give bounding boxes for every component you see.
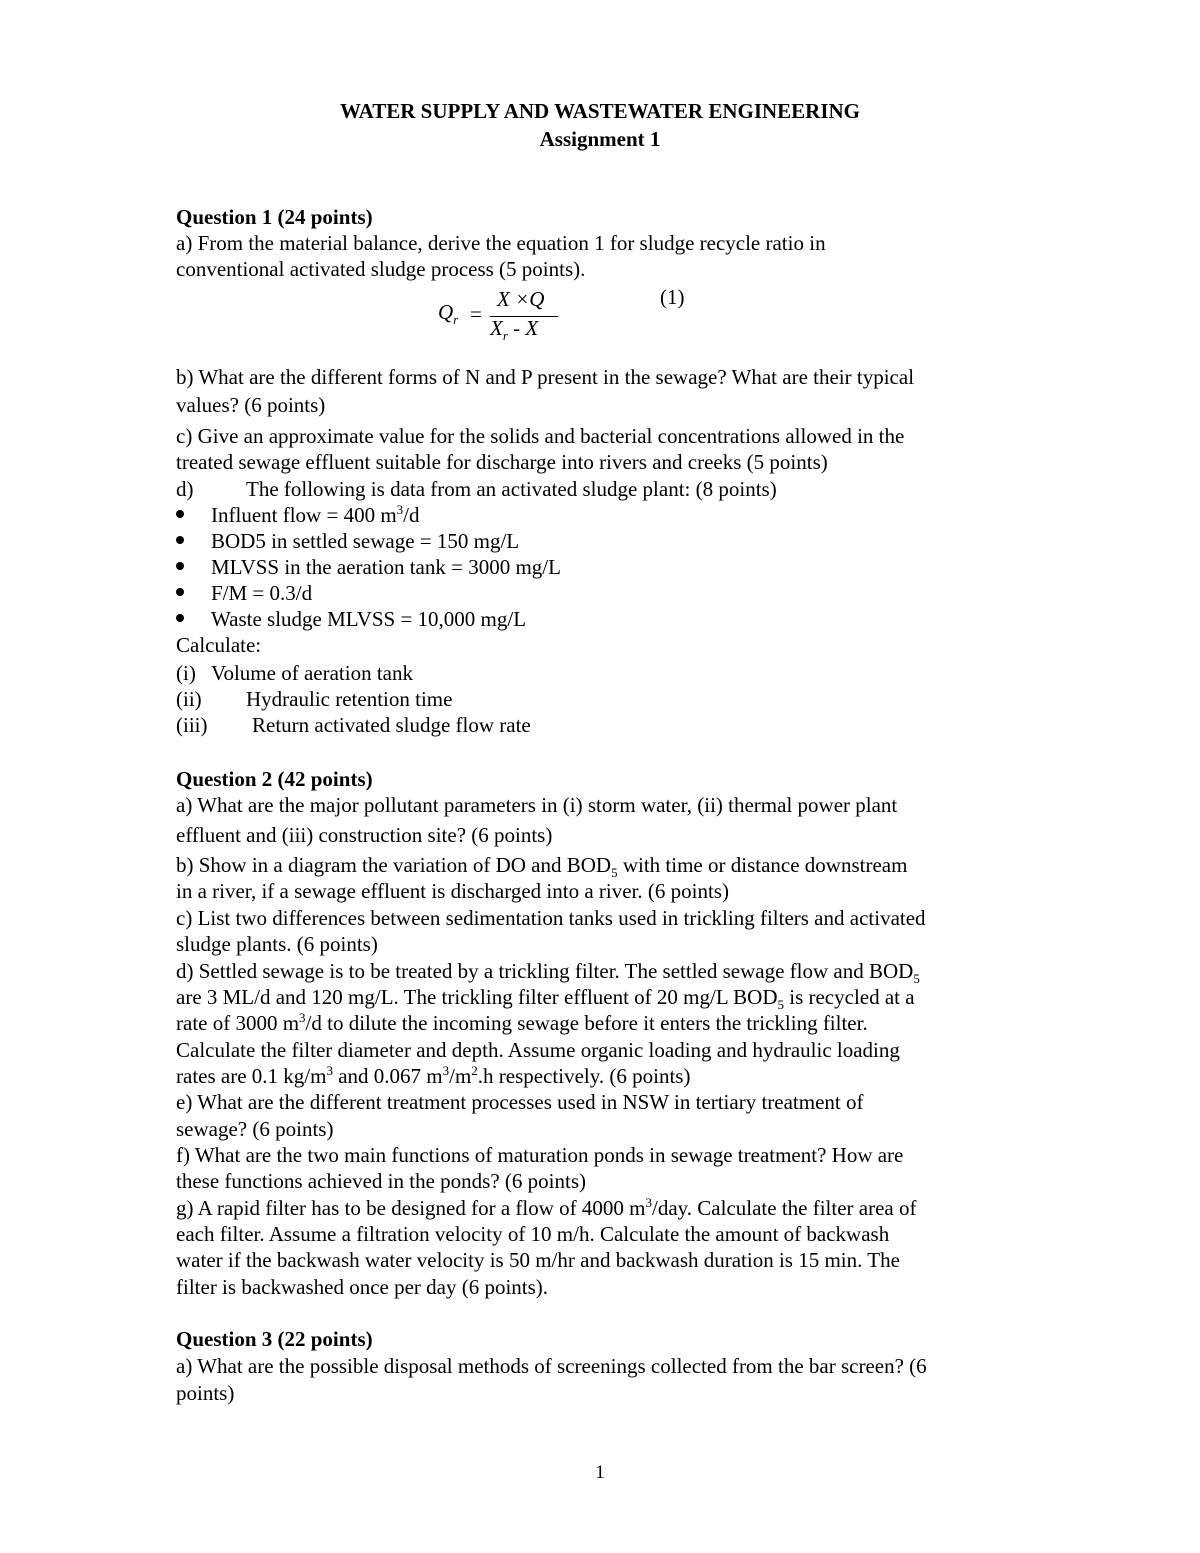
q2-c-line1: c) List two differences between sedimentation tanks used in trickling filters and activated [176, 906, 926, 930]
q2-d-line5: rates are 0.1 $kg/m^3$ and 0.067 $m^3/m^2.h$ respectively. (6 points) [176, 1063, 691, 1088]
q2-f-line2: these functions achieved in the ponds? (6 points) [176, 1169, 586, 1193]
calc-item-num: (ii) [176, 687, 202, 711]
q1-b-line1: b) What are the different forms of N and P present in the sewage? What are their typical [176, 365, 915, 389]
calc-item-text: Return activated sludge flow rate [252, 713, 531, 737]
q3-a-line1: a) What are the possible disposal methods of screenings collected from the bar screen? (6 [176, 1354, 927, 1378]
calc-item-text: Hydraulic retention time [246, 687, 453, 711]
calc-item-num: (iii) [176, 713, 208, 737]
q1-a-line2: conventional activated sludge process (5 points). [176, 257, 586, 281]
equation-lhs: $Q_r$ [438, 300, 459, 328]
list-item: MLVSS in the aeration tank = 3000 mg/L [211, 555, 561, 579]
q1-heading: Question 1 (24 points) [176, 205, 373, 229]
q1-d-text: The following is data from an activated sludge plant: (8 points) [246, 477, 777, 501]
q2-g-line3: water if the backwash water velocity is 50 m/hr and backwash duration is 15 min. The [176, 1248, 900, 1272]
equation-number: (1) [660, 285, 685, 309]
q2-e-line2: sewage? (6 points) [176, 1117, 334, 1141]
q2-a-line2: effluent and (iii) construction site? (6 points) [176, 823, 553, 847]
q3-heading: Question 3 (22 points) [176, 1327, 373, 1351]
bullet-dot [176, 588, 184, 596]
q2-f-line1: f) What are the two main functions of maturation ponds in sewage treatment? How are [176, 1143, 904, 1167]
q1-b-line2: values? (6 points) [176, 393, 326, 417]
list-item: Influent flow = 400 $m^3/d$ [211, 502, 420, 527]
page-number: 1 [595, 1462, 605, 1483]
document-title: WATER SUPPLY AND WASTEWATER ENGINEERING [339, 99, 861, 123]
bullet-dot [176, 510, 184, 518]
q2-g-line4: filter is backwashed once per day (6 points). [176, 1275, 549, 1299]
q1-c-line1: c) Give an approximate value for the solids and bacterial concentrations allowed in the [176, 424, 905, 448]
equation-numerator: X ×Q [497, 287, 545, 311]
q2-g-line1: g) A rapid filter has to be designed for a flow of 4000 $m^3$/day. Calculate the filter area of [176, 1195, 917, 1220]
bullet-dot [176, 562, 184, 570]
q1-calculate: Calculate: [176, 633, 262, 657]
bullet-dot [176, 614, 184, 622]
q2-d-line3: rate of 3000 $m^3/d$ to dilute the incoming sewage before it enters the trickling filter. [176, 1010, 868, 1035]
q2-d-line1: d) Settled sewage is to be treated by a trickling filter. The settled sewage flow and $BOD_5$ [176, 959, 920, 987]
q2-d-line2: are 3 ML/d and 120 mg/L. The trickling filter effluent of 20 mg/L $BOD_5$ is recycled at a [176, 985, 915, 1013]
equation-equals: = [470, 302, 482, 326]
equation-denominator: $X_r$ - X [490, 316, 539, 344]
q3-a-line2: points) [176, 1381, 235, 1405]
q2-g-line2: each filter. Assume a filtration velocity of 10 m/h. Calculate the amount of backwash [176, 1222, 890, 1246]
list-item: F/M = 0.3/d [211, 581, 313, 605]
calc-item-text: Volume of aeration tank [211, 661, 413, 685]
list-item: BOD5 in settled sewage = 150 mg/L [211, 529, 520, 553]
q2-a-line1: a) What are the major pollutant parameters in (i) storm water, (ii) thermal power plant [176, 793, 898, 817]
q2-b-line1: b) Show in a diagram the variation of DO and $BOD_5$ with time or distance downstream [176, 853, 908, 881]
q1-d-label: d) [176, 477, 194, 501]
q2-e-line1: e) What are the different treatment processes used in NSW in tertiary treatment of [176, 1090, 864, 1114]
document-subtitle: Assignment 1 [539, 127, 661, 151]
q2-d-line4: Calculate the filter diameter and depth. Assume organic loading and hydraulic loading [176, 1038, 900, 1062]
bullet-dot [176, 536, 184, 544]
q2-heading: Question 2 (42 points) [176, 767, 373, 791]
list-item: Waste sludge MLVSS = 10,000 mg/L [211, 607, 527, 631]
calc-item-num: (i) [176, 661, 196, 685]
q2-c-line2: sludge plants. (6 points) [176, 932, 378, 956]
q2-b-line2: in a river, if a sewage effluent is discharged into a river. (6 points) [176, 879, 729, 903]
q1-a-line1: a) From the material balance, derive the equation 1 for sludge recycle ratio in [176, 231, 826, 255]
q1-c-line2: treated sewage effluent suitable for discharge into rivers and creeks (5 points) [176, 450, 828, 474]
